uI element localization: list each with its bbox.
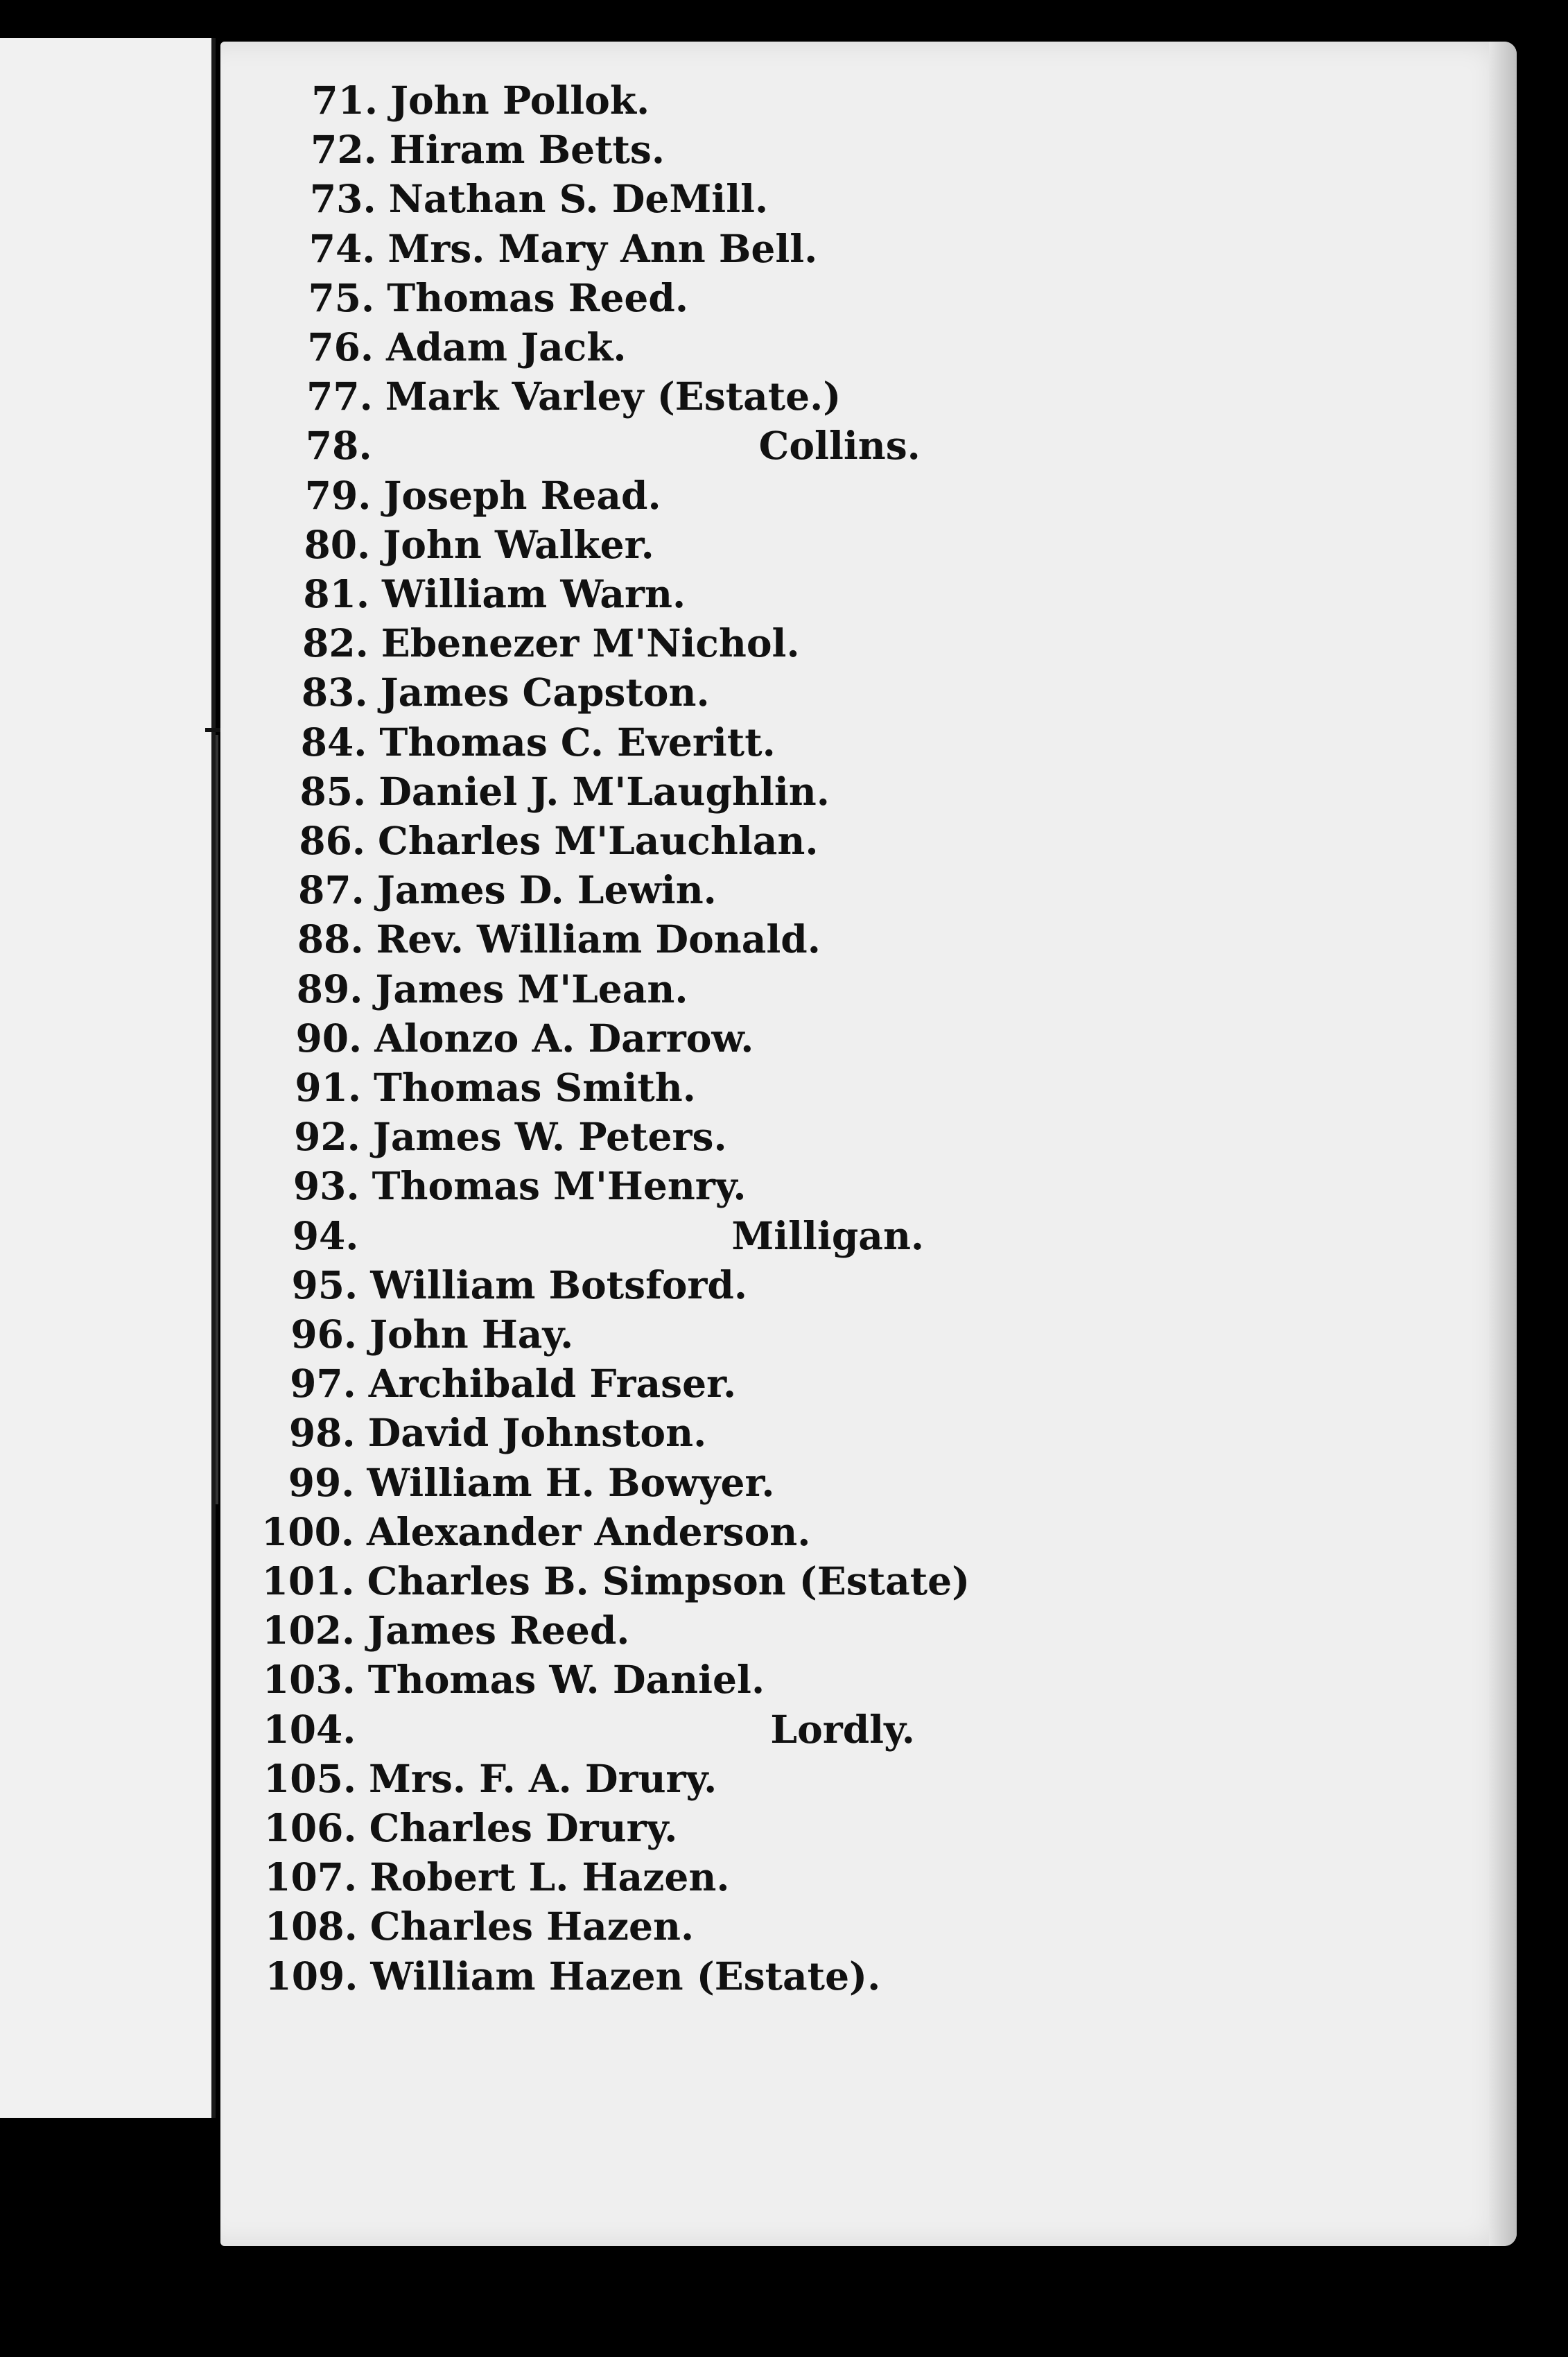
- entry-name: Thomas C. Everitt.: [379, 719, 776, 765]
- entry-name: Alonzo A. Darrow.: [374, 1015, 754, 1061]
- entry-number: 80.: [304, 521, 371, 567]
- entry-number: 90.: [295, 1015, 363, 1061]
- list-item: [245, 1952, 880, 2001]
- entry-name: Charles Drury.: [369, 1805, 678, 1850]
- list-item: [244, 1755, 717, 1803]
- entry-number: 97.: [290, 1361, 356, 1407]
- list-item: [243, 1705, 915, 1754]
- entry-name: William Botsford.: [370, 1262, 748, 1307]
- entry-number: 103.: [262, 1657, 356, 1703]
- list-item: [264, 175, 769, 223]
- list-item: [261, 372, 842, 421]
- entry-number: 73.: [309, 176, 376, 222]
- entry-name: Thomas Reed.: [387, 275, 689, 320]
- entry-name: Nathan S. DeMill.: [388, 176, 769, 222]
- list-item: [247, 1162, 747, 1210]
- list-item: [245, 1804, 678, 1852]
- list-item: [256, 668, 710, 717]
- entry-number: 107.: [264, 1854, 358, 1900]
- entry-name: Adam Jack.: [386, 324, 627, 369]
- list-item: [250, 1014, 753, 1063]
- entry-number: 91.: [295, 1065, 361, 1110]
- list-item: [245, 1310, 573, 1359]
- entry-number: 89.: [296, 966, 363, 1011]
- entry-name: Milligan.: [731, 1212, 925, 1258]
- entry-name: Thomas M'Henry.: [372, 1163, 747, 1209]
- list-item: [261, 323, 627, 372]
- list-item: [256, 619, 800, 668]
- list-item: [260, 421, 921, 470]
- document-page: [220, 42, 1517, 2246]
- list-item: [246, 1212, 925, 1260]
- entry-number: 96.: [290, 1312, 357, 1357]
- entry-name: Mark Varley (Estate.): [385, 374, 842, 419]
- entry-name: Archibald Fraser.: [368, 1361, 737, 1407]
- entry-number: 82.: [302, 620, 369, 666]
- subscriber-list: [220, 42, 1517, 2246]
- entry-name: William Warn.: [382, 571, 686, 616]
- entry-name: William H. Bowyer.: [367, 1459, 775, 1505]
- entry-number: 87.: [298, 867, 365, 913]
- entry-number: 86.: [299, 818, 365, 863]
- list-item: [243, 1606, 629, 1655]
- entry-name: Joseph Read.: [383, 472, 661, 518]
- list-item: [249, 1063, 696, 1112]
- entry-name: James W. Peters.: [372, 1114, 727, 1160]
- list-item: [245, 1853, 729, 1902]
- entry-number: 92.: [294, 1114, 360, 1160]
- list-item: [262, 274, 688, 322]
- entry-name: John Walker.: [383, 521, 654, 567]
- entry-number: 94.: [292, 1212, 359, 1258]
- entry-name: Robert L. Hazen.: [369, 1854, 730, 1900]
- list-item: [250, 965, 688, 1014]
- entry-name: Daniel J. M'Laughlin.: [378, 768, 830, 814]
- entry-name: James D. Lewin.: [376, 867, 717, 913]
- entry-name: Hiram Betts.: [389, 127, 665, 173]
- entry-name: John Hay.: [369, 1312, 574, 1357]
- entry-name: James Capston.: [380, 670, 710, 715]
- previous-page-edge: [0, 38, 216, 2118]
- entry-name: James Reed.: [367, 1608, 630, 1653]
- entry-number: 106.: [263, 1805, 357, 1850]
- entry-name: William Hazen (Estate).: [370, 1953, 881, 1999]
- list-item: [258, 521, 654, 569]
- entry-name: Lordly.: [770, 1706, 915, 1752]
- entry-number: 105.: [263, 1755, 356, 1801]
- list-item: [257, 570, 686, 618]
- list-item: [242, 1508, 810, 1556]
- list-item: [254, 718, 775, 767]
- list-item: [248, 1113, 727, 1161]
- entry-name: Thomas W. Daniel.: [367, 1657, 765, 1703]
- entry-name: Alexander Anderson.: [367, 1508, 811, 1554]
- entry-number: 109.: [265, 1953, 358, 1999]
- list-item: [243, 1409, 707, 1457]
- list-item: [243, 1655, 765, 1704]
- entry-number: 98.: [288, 1410, 356, 1456]
- entry-name: Ebenezer M'Nichol.: [381, 620, 800, 666]
- list-item: [265, 76, 650, 125]
- list-item: [254, 767, 830, 816]
- list-item: [252, 866, 717, 914]
- entry-name: Charles B. Simpson (Estate): [367, 1558, 970, 1603]
- entry-number: 81.: [303, 571, 369, 616]
- entry-number: 84.: [300, 719, 367, 765]
- entry-number: 88.: [297, 916, 364, 962]
- list-item: [245, 1902, 694, 1951]
- entry-number: 100.: [261, 1508, 354, 1554]
- entry-name: James M'Lean.: [375, 966, 688, 1011]
- entry-number: 102.: [262, 1608, 356, 1653]
- list-item: [253, 817, 819, 865]
- list-item: [259, 471, 661, 520]
- list-item: [265, 125, 665, 174]
- entry-number: 77.: [306, 374, 373, 419]
- margin-bracket-line: [216, 735, 218, 1504]
- entry-number: 75.: [308, 275, 375, 320]
- entry-number: 78.: [305, 423, 372, 469]
- entry-name: Collins.: [758, 423, 921, 469]
- entry-number: 99.: [288, 1459, 355, 1505]
- list-item: [263, 225, 817, 273]
- entry-number: 74.: [308, 225, 376, 271]
- entry-name: Thomas Smith.: [374, 1065, 696, 1110]
- entry-number: 93.: [293, 1163, 360, 1209]
- entry-number: 76.: [307, 324, 374, 369]
- list-item: [244, 1359, 736, 1408]
- entry-name: Charles M'Lauchlan.: [378, 818, 819, 863]
- entry-number: 85.: [299, 768, 367, 814]
- entry-name: David Johnston.: [367, 1410, 707, 1456]
- entry-name: Rev. William Donald.: [376, 916, 821, 962]
- list-item: [252, 915, 821, 964]
- list-item: [245, 1261, 747, 1310]
- entry-name: Charles Hazen.: [369, 1904, 695, 1949]
- list-item: [243, 1557, 970, 1606]
- entry-name: Mrs. F. A. Drury.: [369, 1755, 717, 1801]
- list-item: [242, 1459, 774, 1507]
- entry-number: 108.: [264, 1904, 358, 1949]
- entry-number: 83.: [301, 670, 368, 715]
- entry-number: 104.: [263, 1706, 356, 1752]
- entry-number: 79.: [304, 472, 372, 518]
- entry-name: Mrs. Mary Ann Bell.: [387, 225, 818, 271]
- entry-number: 72.: [311, 127, 377, 173]
- entry-number: 71.: [311, 78, 378, 123]
- entry-number: 101.: [261, 1558, 355, 1603]
- entry-number: 95.: [291, 1262, 358, 1307]
- entry-name: John Pollok.: [390, 78, 650, 123]
